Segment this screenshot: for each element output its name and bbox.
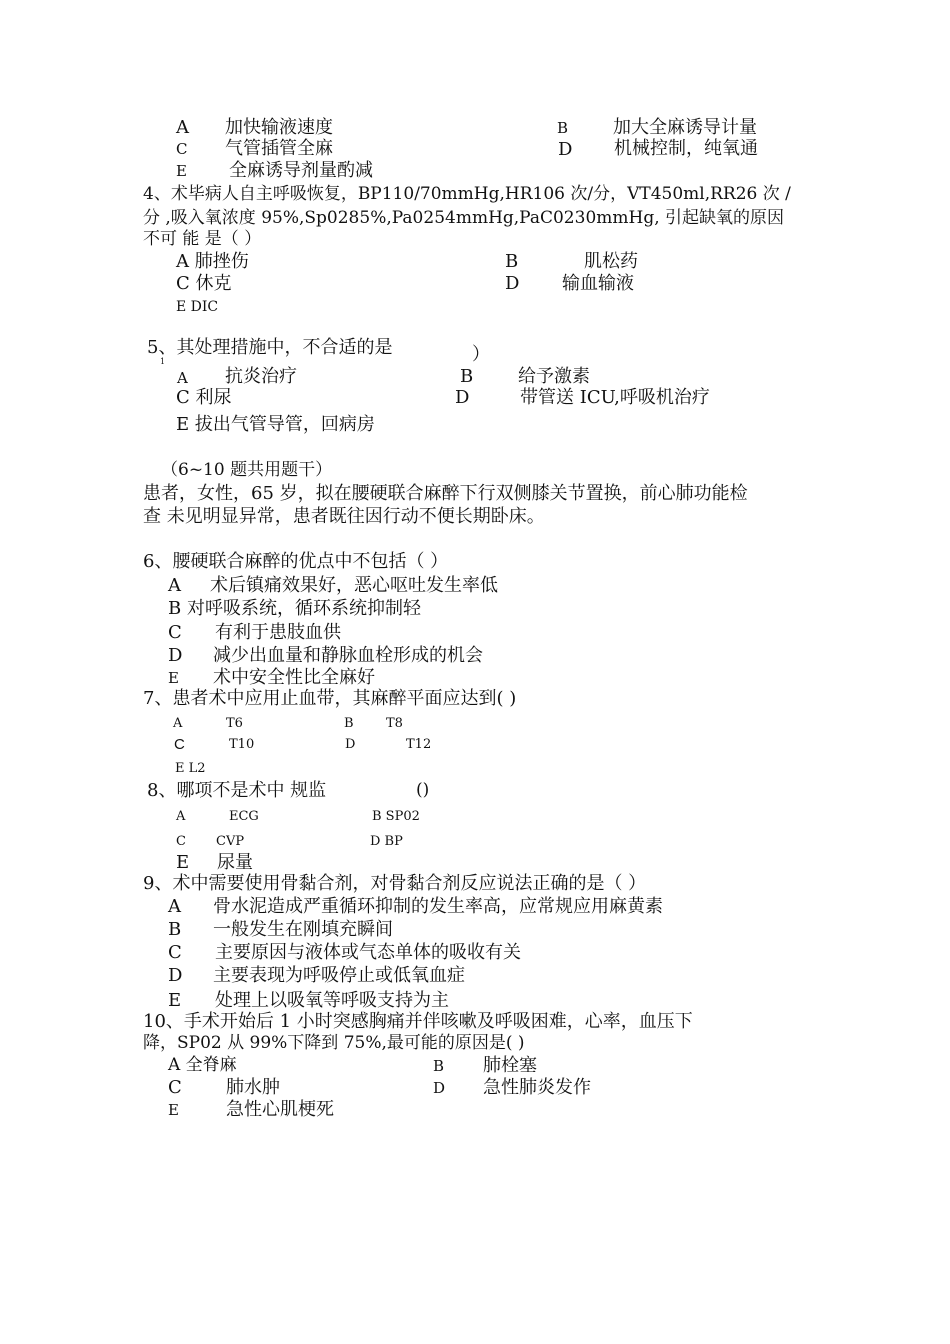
q8-option-b: B SP02 bbox=[372, 809, 420, 824]
q7-option-a-letter: A bbox=[173, 716, 183, 731]
q6-option-b: B 对呼吸系统，循环系统抑制轻 bbox=[168, 598, 421, 619]
q5-option-c: C 利尿 bbox=[176, 387, 232, 408]
q4-option-b-letter: B bbox=[505, 251, 519, 272]
q7-stem: 7、患者术中应用止血带，其麻醉平面应达到( ) bbox=[143, 688, 517, 709]
q5-option-a-letter: A bbox=[177, 369, 188, 387]
q4-option-c: C 休克 bbox=[176, 273, 232, 294]
q7-option-d-text: T12 bbox=[406, 737, 432, 752]
q5-stem: 5、其处理措施中，不合适的是 bbox=[147, 337, 393, 358]
q3-option-b-text: 加大全麻诱导计量 bbox=[613, 117, 757, 138]
q4-option-d-text: 输血输液 bbox=[562, 273, 634, 294]
q6-option-e-letter: E bbox=[168, 669, 179, 687]
q9-option-b-text: 一般发生在刚填充瞬间 bbox=[213, 919, 393, 940]
q5-option-a-text: 抗炎治疗 bbox=[225, 366, 297, 387]
q6-option-c-text: 有利于患肢血供 bbox=[215, 622, 341, 643]
q9-option-e-text: 处理上以吸氧等呼吸支持为主 bbox=[215, 990, 449, 1011]
q10-option-e-text: 急性心肌梗死 bbox=[226, 1099, 334, 1120]
q7-option-d-letter: D bbox=[345, 737, 356, 752]
q10-option-e-letter: E bbox=[168, 1101, 179, 1119]
q4-option-d-letter: D bbox=[505, 273, 520, 294]
q6-option-a-text: 术后镇痛效果好，恶心呕吐发生率低 bbox=[210, 575, 498, 596]
q3-option-d-text: 机械控制，纯氧通 bbox=[614, 138, 758, 159]
q4-stem-line-1: 4、术毕病人自主呼吸恢复，BP110/70mmHg,HR106 次/分，VT450ml,RR26 次 / bbox=[143, 184, 791, 204]
q9-option-d-text: 主要表现为呼吸停止或低氧血症 bbox=[213, 965, 465, 986]
q10-option-c-letter: C bbox=[168, 1077, 182, 1098]
q10-stem-line-1: 10、手术开始后 1 小时突感胸痛并伴咳嗽及呼吸困难，心率，血压下 bbox=[143, 1011, 693, 1032]
q3-option-c-letter: C bbox=[176, 140, 188, 158]
q8-option-e-text: 尿量 bbox=[217, 852, 253, 873]
q9-stem: 9、术中需要使用骨黏合剂，对骨黏合剂反应说法正确的是（ ） bbox=[143, 873, 647, 894]
q8-stem-paren: () bbox=[416, 780, 430, 800]
q9-option-c-letter: C bbox=[168, 942, 182, 963]
q8-option-a-text: ECG bbox=[229, 809, 259, 824]
q8-option-e-letter: E bbox=[176, 852, 190, 873]
q8-option-c-letter: C bbox=[176, 834, 186, 849]
q6-option-d-text: 减少出血量和静脉血栓形成的机会 bbox=[213, 645, 483, 666]
q7-option-c-text: T10 bbox=[229, 737, 255, 752]
q9-option-a-text: 骨水泥造成严重循环抑制的发生率高，应常规应用麻黄素 bbox=[213, 896, 663, 917]
q4-option-e: E DIC bbox=[176, 299, 219, 315]
case-line-1: 患者，女性，65 岁，拟在腰硬联合麻醉下行双侧膝关节置换，前心肺功能检 bbox=[143, 483, 748, 504]
q4-option-a: A 肺挫伤 bbox=[176, 251, 249, 272]
q5-stem-paren: ） bbox=[472, 344, 490, 365]
case-line-2: 查 未见明显异常，患者既往因行动不便长期卧床。 bbox=[143, 506, 545, 527]
q8-option-a-letter: A bbox=[176, 809, 186, 824]
q10-option-b-text: 肺栓塞 bbox=[483, 1055, 537, 1076]
q9-option-e-letter: E bbox=[168, 990, 182, 1011]
q3-option-e-letter: E bbox=[176, 162, 187, 180]
q6-option-e-text: 术中安全性比全麻好 bbox=[213, 667, 375, 688]
q6-option-c-letter: C bbox=[168, 622, 182, 643]
q9-option-a-letter: A bbox=[168, 896, 181, 917]
q7-option-e: E L2 bbox=[175, 761, 206, 776]
q10-option-c-text: 肺水肿 bbox=[226, 1077, 280, 1098]
q4-stem-line-2: 分 ,吸入氧浓度 95%,Sp0285%,Pa0254mmHg,PaC0230mmHg, 引起缺氧的原因 bbox=[143, 208, 785, 228]
q10-option-d-text: 急性肺炎发作 bbox=[483, 1077, 591, 1098]
q4-option-b-text: 肌松药 bbox=[584, 251, 638, 272]
q3-option-a-letter: A bbox=[176, 117, 189, 138]
q3-option-d-letter: D bbox=[558, 139, 573, 160]
q3-option-e-text: 全麻诱导剂量酌减 bbox=[229, 160, 373, 181]
q6-option-d-letter: D bbox=[168, 645, 183, 666]
q4-stem-line-3: 不可 能 是（ ） bbox=[143, 229, 262, 249]
q8-option-c-text: CVP bbox=[216, 834, 245, 849]
q10-option-b-letter: B bbox=[433, 1057, 445, 1075]
q3-option-a-text: 加快输液速度 bbox=[225, 117, 333, 138]
q9-option-d-letter: D bbox=[168, 965, 183, 986]
q3-option-c-text: 气管插管全麻 bbox=[225, 138, 333, 159]
q3-option-b-letter: B bbox=[557, 119, 569, 137]
q6-option-a-letter: A bbox=[168, 575, 181, 596]
q5-option-b-text: 给予激素 bbox=[518, 366, 590, 387]
q10-stem-line-2: 降，SP02 从 99%下降到 75%,最可能的原因是( ) bbox=[143, 1033, 525, 1053]
q5-option-d-letter: D bbox=[455, 387, 470, 408]
q5-option-e: E 拔出气管导管，回病房 bbox=[176, 414, 375, 435]
q7-option-b-letter: B bbox=[344, 716, 354, 731]
q8-option-d: D BP bbox=[370, 834, 403, 849]
q7-option-a-text: T6 bbox=[226, 716, 243, 731]
q7-option-b-text: T8 bbox=[386, 716, 403, 731]
q10-option-d-letter: D bbox=[433, 1079, 446, 1097]
q7-option-c-letter: C bbox=[174, 736, 185, 753]
q9-option-c-text: 主要原因与液体或气态单体的吸收有关 bbox=[215, 942, 521, 963]
case-header: （6~10 题共用题干） bbox=[161, 460, 333, 480]
q10-option-a: A 全脊麻 bbox=[168, 1055, 237, 1075]
q5-option-b-letter: B bbox=[460, 366, 474, 387]
q6-stem: 6、腰硬联合麻醉的优点中不包括（ ） bbox=[143, 551, 449, 572]
q9-option-b-letter: B bbox=[168, 919, 182, 940]
q5-small-mark: 1 bbox=[160, 357, 166, 366]
q5-option-d-text: 带管送 ICU,呼吸机治疗 bbox=[520, 387, 710, 408]
q8-stem: 8、哪项不是术中 规监 bbox=[147, 780, 327, 801]
